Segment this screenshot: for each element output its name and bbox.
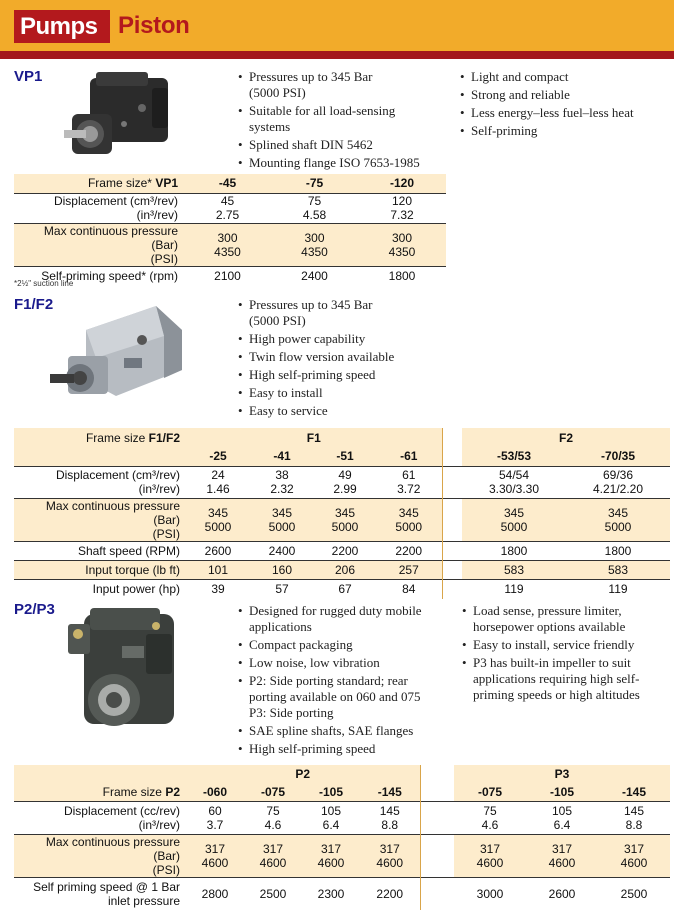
- category-title: Pumps: [20, 13, 98, 40]
- vp1-features-right: [460, 69, 670, 141]
- list-item: • Pressures up to 345 Bar (5000 PSI): [238, 69, 438, 101]
- list-item: • Easy to install: [238, 385, 448, 401]
- pump-f1f2-icon: [46, 300, 186, 414]
- subcategory-title: Piston: [118, 12, 190, 39]
- pump-vp1-icon: [62, 68, 174, 166]
- table-row: Max continuous pressure (Bar) (PSI) 345 5000 345 5000 345 5000 345 5000 345 5000 345 5000: [14, 498, 670, 541]
- category-badge: [14, 10, 110, 43]
- list-item: • Strong and reliable: [460, 87, 670, 103]
- vp1-title: VP1: [14, 68, 43, 85]
- list-item: • P3 has built-in impeller to suit applications requiring high self-priming speeds or high altitudes: [462, 655, 670, 703]
- list-item: • Easy to install, service friendly: [462, 637, 670, 653]
- list-item: • Mounting flange ISO 7653-1985: [238, 155, 438, 171]
- table-row: Displacement (cm³/rev) (in³/rev) 45 2.75 75 4.58 120 7.32: [14, 193, 446, 223]
- list-item: • Light and compact: [460, 69, 670, 85]
- f1f2-spec-table: [14, 428, 670, 599]
- p2p3-title: P2/P3: [14, 601, 55, 618]
- p2p3-features-right: [462, 603, 670, 705]
- p2p3-spec-table: [14, 765, 670, 910]
- table-row: Displacement (cc/rev) (in³/rev) 60 3.7 75 4.6 105 6.4 145 8.8 75 4.6 105 6.4 145 8.8: [14, 801, 670, 834]
- list-item: • Pressures up to 345 Bar (5000 PSI): [238, 297, 448, 329]
- table-row: -25 -41 -51 -61 -53/53 -70/35: [14, 447, 670, 466]
- page-header: [0, 0, 674, 56]
- list-item: • Self-priming: [460, 123, 670, 139]
- list-item: • Load sense, pressure limiter, horsepower options available: [462, 603, 670, 635]
- list-item: • SAE spline shafts, SAE flanges: [238, 723, 448, 739]
- list-item: • Twin flow version available: [238, 349, 448, 365]
- list-item: • Easy to service: [238, 403, 448, 419]
- table-row: Displacement (cm³/rev) (in³/rev) 24 1.46 38 2.32 49 2.99 61 3.72 54/54 3.30/3.30 69/36 4.21/2.20: [14, 466, 670, 498]
- list-item: • Designed for rugged duty mobile applications: [238, 603, 448, 635]
- table-row: Self priming speed @ 1 Bar inlet pressure 2800 2500 2300 2200 3000 2600 2500: [14, 877, 670, 910]
- table-row: P2 P3: [14, 765, 670, 783]
- table-row: Input torque (lb ft) 101 160 206 257 583 583: [14, 560, 670, 579]
- list-item: • High power capability: [238, 331, 448, 347]
- vp1-spec-table: [14, 174, 446, 286]
- list-item: • Compact packaging: [238, 637, 448, 653]
- header-divider: [0, 51, 674, 59]
- p2p3-features-left: [238, 603, 448, 759]
- f1f2-title: F1/F2: [14, 296, 54, 313]
- list-item: • P2: Side porting standard; rear porting available on 060 and 075 P3: Side porting: [238, 673, 448, 721]
- vp1-footnote: *2½" suction line: [14, 279, 74, 288]
- table-row: Frame size* VP1 -45 -75 -120: [14, 174, 446, 193]
- list-item: • Splined shaft DIN 5462: [238, 137, 438, 153]
- list-item: • Suitable for all load-sensing systems: [238, 103, 438, 135]
- table-row: Shaft speed (RPM) 2600 2400 2200 2200 1800 1800: [14, 541, 670, 560]
- vp1-features-left: [238, 69, 438, 173]
- table-row: Max continuous pressure (Bar) (PSI) 300 4350 300 4350 300 4350: [14, 223, 446, 266]
- table-row: Max continuous pressure (Bar) (PSI) 317 4600 317 4600 317 4600 317 4600 317 4600 317 4600 317 4600: [14, 834, 670, 877]
- table-row: Self-priming speed* (rpm) 2100 2400 1800: [14, 266, 446, 286]
- list-item: • Low noise, low vibration: [238, 655, 448, 671]
- table-row: Frame size F1/F2 F1 F2: [14, 428, 670, 447]
- pump-p2p3-icon: [60, 604, 180, 746]
- list-item: • High self-priming speed: [238, 741, 448, 757]
- table-row: Frame size P2 -060 -075 -105 -145 -075 -105 -145: [14, 783, 670, 801]
- table-row: Input power (hp) 39 57 67 84 119 119: [14, 579, 670, 599]
- list-item: • High self-priming speed: [238, 367, 448, 383]
- f1f2-features: [238, 297, 448, 421]
- list-item: • Less energy–less fuel–less heat: [460, 105, 670, 121]
